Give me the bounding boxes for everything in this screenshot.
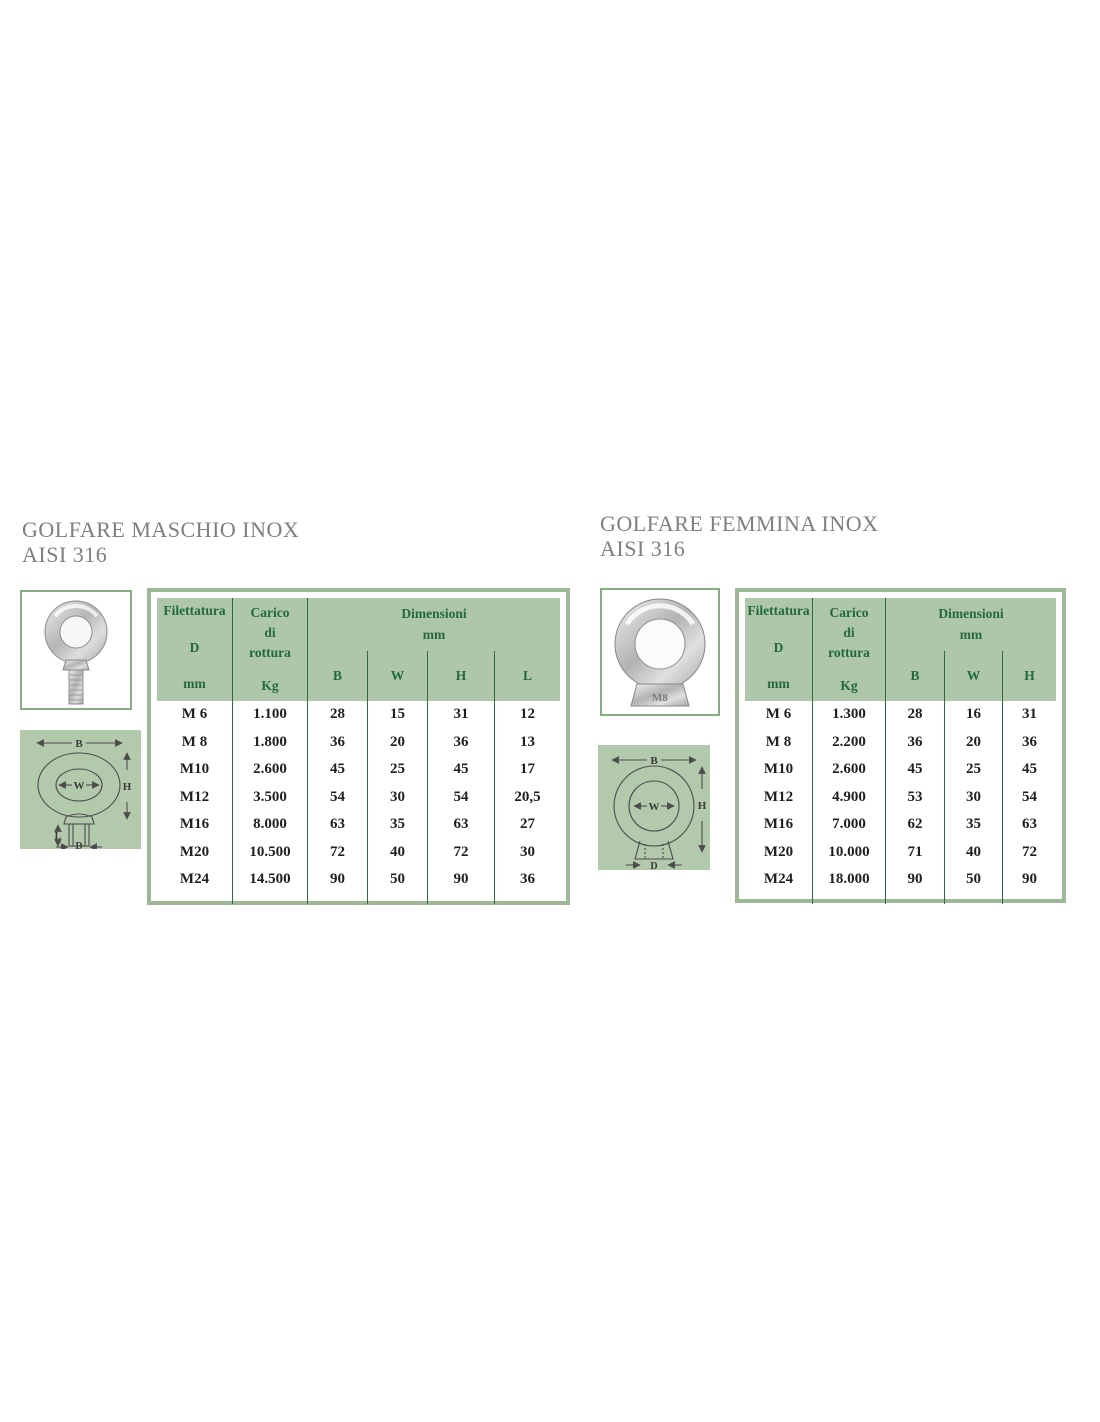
header-sub-H: H <box>428 651 495 701</box>
table-cell: 25 <box>368 756 428 784</box>
table-cell: 45 <box>308 756 368 784</box>
table-cell: 72 <box>1022 843 1037 860</box>
right-product-subtitle: AISI 316 <box>600 536 686 561</box>
table-cell: M24 <box>157 866 233 894</box>
table-row <box>157 729 560 757</box>
table-row <box>157 866 560 894</box>
table-row <box>745 756 1056 784</box>
table-cell: M16 <box>745 811 813 839</box>
table-row-spacer <box>745 894 1056 904</box>
header-carico: Carico di rottura Kg <box>813 598 886 701</box>
table-cell: 17 <box>520 761 535 778</box>
left-spec-table <box>147 588 570 905</box>
table-cell: 18.000 <box>813 866 886 894</box>
female-eye-nut-photo-icon <box>604 592 716 712</box>
right-table-body <box>745 701 1056 904</box>
table-cell: 30 <box>520 843 535 860</box>
right-product-photo <box>600 588 720 716</box>
table-cell: 13 <box>520 733 535 750</box>
header-sub-B: B <box>886 651 945 701</box>
table-cell: 20 <box>945 729 1003 757</box>
right-dimension-drawing <box>598 745 710 870</box>
table-cell: 90 <box>886 866 945 894</box>
table-cell: 28 <box>308 701 368 729</box>
table-cell: M10 <box>745 756 813 784</box>
dim-label-W: W <box>73 780 85 792</box>
table-cell: 36 <box>1022 733 1037 750</box>
header-sub-H: H <box>1024 668 1035 683</box>
table-row <box>745 811 1056 839</box>
female-dimension-drawing-icon <box>598 745 710 870</box>
table-cell: 35 <box>368 811 428 839</box>
table-cell: 8.000 <box>233 811 308 839</box>
table-cell: 45 <box>428 756 495 784</box>
table-cell: 3.500 <box>233 784 308 812</box>
table-cell: 2.600 <box>813 756 886 784</box>
table-cell: 50 <box>368 866 428 894</box>
table-cell: 12 <box>520 706 535 723</box>
table-cell: 2.200 <box>813 729 886 757</box>
table-cell: 54 <box>1022 788 1037 805</box>
table-cell: M16 <box>157 811 233 839</box>
table-cell: 10.000 <box>813 839 886 867</box>
table-cell: M12 <box>157 784 233 812</box>
dim-label-B: B <box>75 738 83 750</box>
table-cell: M20 <box>157 839 233 867</box>
table-cell: M 6 <box>745 701 813 729</box>
table-cell: 90 <box>308 866 368 894</box>
left-product-subtitle: AISI 316 <box>22 542 108 567</box>
header-carico: Carico di rottura Kg <box>233 598 308 701</box>
table-cell: M 8 <box>157 729 233 757</box>
table-cell: 90 <box>1022 871 1037 888</box>
table-cell: 40 <box>368 839 428 867</box>
table-cell: 72 <box>428 839 495 867</box>
table-cell: 36 <box>520 871 535 888</box>
header-dimensioni: Dimensioni mm B W H L <box>308 598 560 701</box>
header-sub-W: W <box>368 651 428 701</box>
male-eye-bolt-photo-icon <box>24 594 128 706</box>
male-dimension-drawing-icon <box>20 730 141 849</box>
table-cell: M24 <box>745 866 813 894</box>
table-cell: 31 <box>1022 706 1037 723</box>
table-cell: 14.500 <box>233 866 308 894</box>
table-row <box>157 701 560 729</box>
table-row <box>157 784 560 812</box>
table-row <box>745 784 1056 812</box>
table-cell: 1.100 <box>233 701 308 729</box>
right-table-header <box>745 598 1056 701</box>
dim-label-H: H <box>697 800 707 812</box>
left-product-title: GOLFARE MASCHIO INOX <box>22 517 300 542</box>
table-cell: 7.000 <box>813 811 886 839</box>
table-cell: 27 <box>520 816 535 833</box>
table-cell: 54 <box>428 784 495 812</box>
dim-label-B: B <box>650 755 658 767</box>
table-cell: 28 <box>886 701 945 729</box>
table-row <box>157 756 560 784</box>
table-cell: M12 <box>745 784 813 812</box>
table-cell: 30 <box>945 784 1003 812</box>
table-cell: 35 <box>945 811 1003 839</box>
table-cell: 63 <box>1022 816 1037 833</box>
table-row <box>745 839 1056 867</box>
right-product-title-block <box>600 511 879 561</box>
left-table-header <box>157 598 560 701</box>
header-sub-B: B <box>308 651 368 701</box>
table-cell: 4.900 <box>813 784 886 812</box>
table-cell: 20,5 <box>514 788 541 805</box>
left-product-photo <box>20 590 132 710</box>
table-cell: 30 <box>368 784 428 812</box>
table-cell: 1.800 <box>233 729 308 757</box>
table-cell: 36 <box>308 729 368 757</box>
left-table-body <box>157 701 560 904</box>
table-row <box>745 701 1056 729</box>
header-sub-W: W <box>945 651 1003 701</box>
table-cell: 71 <box>886 839 945 867</box>
right-spec-table <box>735 588 1066 903</box>
dim-label-L: L <box>54 831 62 842</box>
table-cell: 63 <box>428 811 495 839</box>
table-cell: 45 <box>1022 761 1037 778</box>
table-row <box>745 729 1056 757</box>
table-cell: 72 <box>308 839 368 867</box>
dim-label-W: W <box>648 801 660 813</box>
right-product-title: GOLFARE FEMMINA INOX <box>600 511 879 536</box>
photo-stamp: M8 <box>652 692 668 704</box>
table-row <box>745 866 1056 894</box>
table-row-spacer <box>157 894 560 904</box>
dim-label-H: H <box>122 781 132 793</box>
table-cell: 36 <box>428 729 495 757</box>
table-cell: 63 <box>308 811 368 839</box>
left-product-title-block <box>22 517 299 567</box>
table-cell: 53 <box>886 784 945 812</box>
header-dimensioni: Dimensioni mm B W H <box>886 598 1056 701</box>
table-cell: 36 <box>886 729 945 757</box>
header-filettatura: Filettatura D mm <box>745 598 813 701</box>
table-cell: 31 <box>428 701 495 729</box>
table-cell: 40 <box>945 839 1003 867</box>
table-cell: 62 <box>886 811 945 839</box>
header-sub-L: L <box>522 668 532 683</box>
header-filettatura: Filettatura D mm <box>157 598 233 701</box>
table-cell: 25 <box>945 756 1003 784</box>
table-cell: 10.500 <box>233 839 308 867</box>
dim-label-D: D <box>650 861 658 870</box>
left-dimension-drawing <box>20 730 141 849</box>
table-cell: M 8 <box>745 729 813 757</box>
table-cell: 45 <box>886 756 945 784</box>
table-cell: M20 <box>745 839 813 867</box>
table-cell: 50 <box>945 866 1003 894</box>
table-cell: 16 <box>945 701 1003 729</box>
dim-label-D: D <box>75 841 83 849</box>
table-cell: 90 <box>428 866 495 894</box>
table-cell: 1.300 <box>813 701 886 729</box>
table-cell: 20 <box>368 729 428 757</box>
table-cell: 54 <box>308 784 368 812</box>
table-cell: M10 <box>157 756 233 784</box>
table-cell: M 6 <box>157 701 233 729</box>
table-cell: 2.600 <box>233 756 308 784</box>
table-row <box>157 811 560 839</box>
table-cell: 15 <box>368 701 428 729</box>
table-row <box>157 839 560 867</box>
